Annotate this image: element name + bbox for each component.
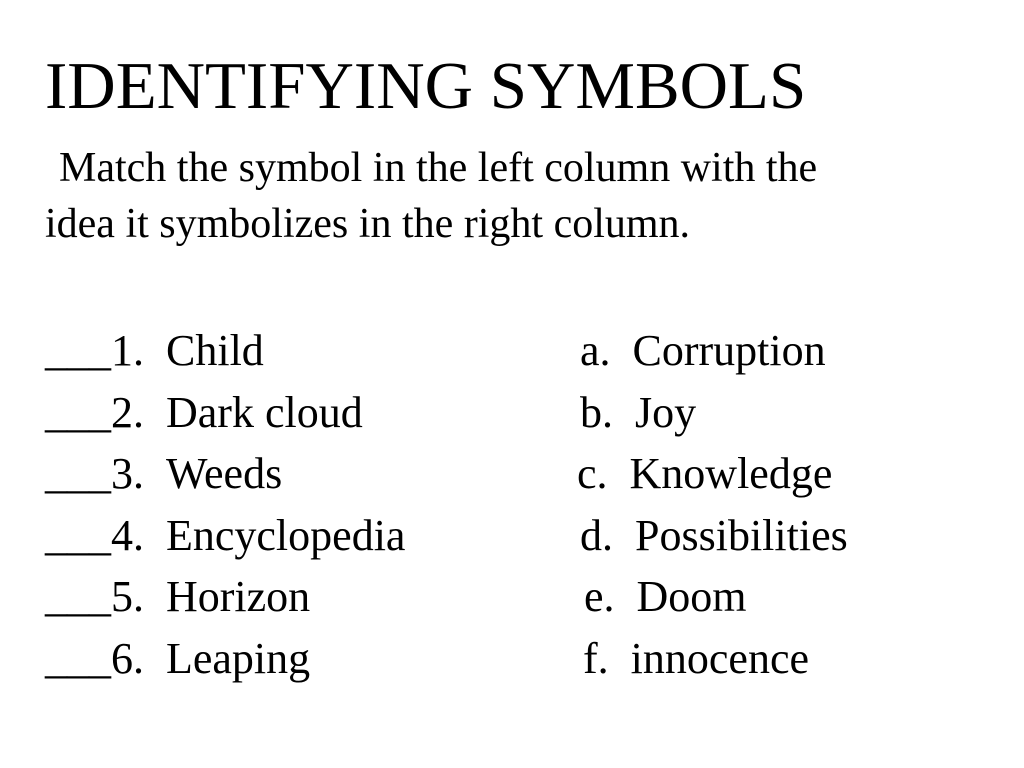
answer-blank[interactable]: ___ — [45, 449, 111, 498]
idea-text: Possibilities — [635, 510, 848, 560]
page-title: IDENTIFYING SYMBOLS — [45, 49, 807, 123]
item-number: 2. — [111, 387, 144, 437]
symbol-item — [45, 320, 264, 382]
symbol-text: Weeds — [166, 449, 283, 498]
idea-text: Doom — [636, 572, 747, 621]
matching-row — [45, 505, 1005, 567]
symbol-item — [45, 628, 310, 690]
item-number: 1. — [111, 326, 144, 375]
matching-row — [45, 628, 1005, 690]
instructions-line-1: Match the symbol in the left column with the — [59, 145, 818, 191]
idea-letter: c. — [577, 449, 608, 498]
symbol-text: Leaping — [166, 633, 311, 683]
item-number: 4. — [111, 510, 144, 560]
answer-blank[interactable]: ___ — [45, 572, 111, 621]
matching-list — [45, 320, 1005, 689]
symbol-text: Encyclopedia — [166, 510, 406, 560]
symbol-text: Dark cloud — [166, 387, 363, 437]
matching-row — [45, 382, 1005, 444]
symbol-text: Child — [166, 326, 264, 375]
symbol-item — [45, 566, 310, 628]
idea-item — [580, 320, 826, 382]
idea-letter: b. — [580, 387, 613, 437]
idea-text: Corruption — [632, 326, 826, 375]
instructions-line-2: idea it symbolizes in the right column. — [45, 201, 691, 247]
matching-row — [45, 443, 1005, 505]
answer-blank[interactable]: ___ — [45, 633, 111, 683]
symbol-text: Horizon — [166, 572, 311, 621]
idea-item — [583, 628, 809, 690]
answer-blank[interactable]: ___ — [45, 326, 111, 375]
answer-blank[interactable]: ___ — [45, 387, 111, 437]
item-number: 3. — [111, 449, 144, 498]
symbol-item — [45, 382, 363, 444]
idea-letter: f. — [583, 633, 609, 683]
idea-item — [580, 505, 848, 567]
answer-blank[interactable]: ___ — [45, 510, 111, 560]
item-number: 5. — [111, 572, 144, 621]
idea-item — [577, 443, 832, 505]
instructions — [45, 140, 1005, 252]
matching-row — [45, 566, 1005, 628]
idea-letter: e. — [584, 572, 615, 621]
matching-row — [45, 320, 1005, 382]
idea-letter: a. — [580, 326, 611, 375]
idea-item — [580, 382, 696, 444]
symbol-item — [45, 443, 282, 505]
idea-letter: d. — [580, 510, 613, 560]
idea-item — [584, 566, 747, 628]
item-number: 6. — [111, 633, 144, 683]
idea-text: Knowledge — [629, 449, 833, 498]
symbol-item — [45, 505, 405, 567]
idea-text: Joy — [635, 387, 697, 437]
idea-text: innocence — [630, 633, 809, 683]
